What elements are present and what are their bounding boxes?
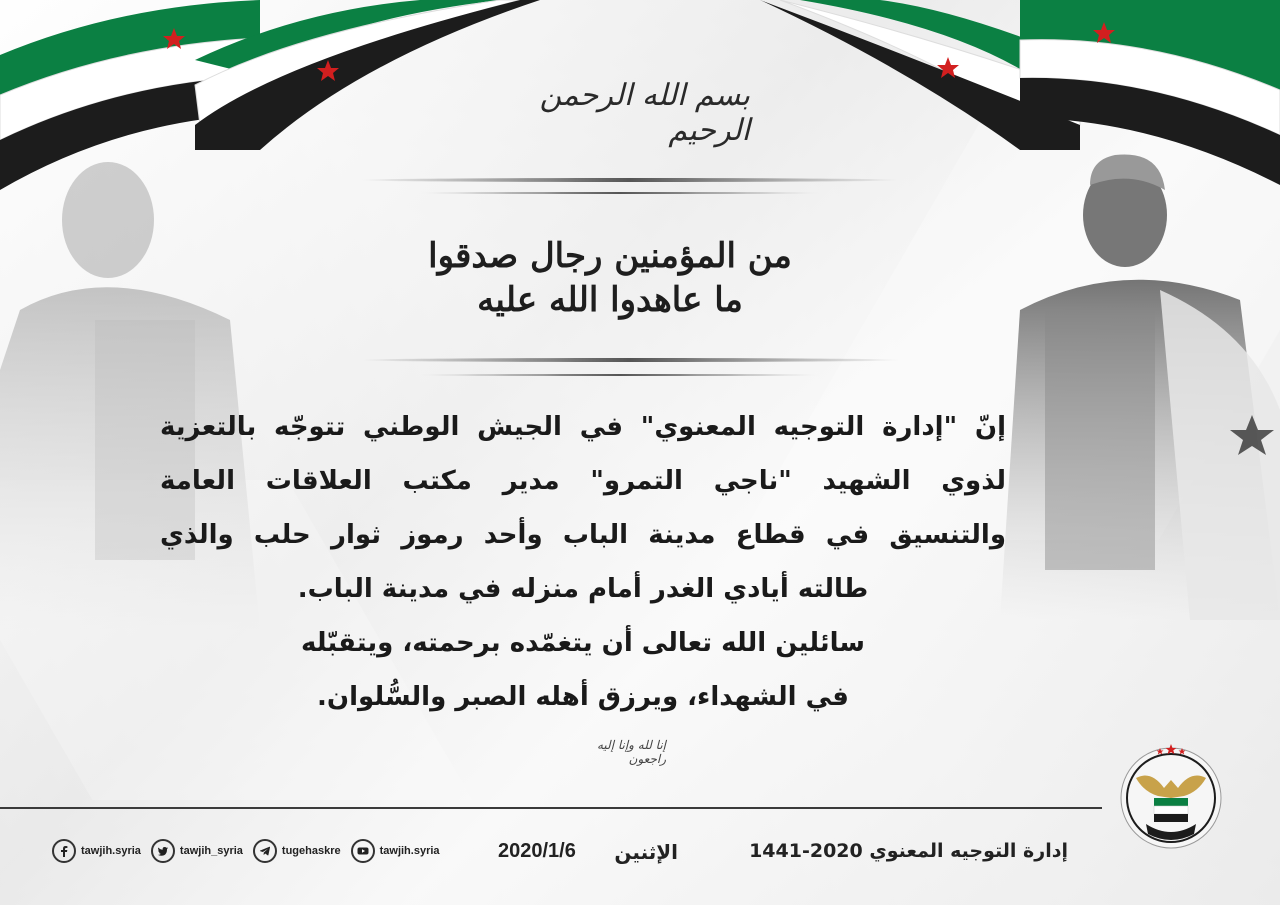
divider-top <box>360 178 900 182</box>
social-link-facebook[interactable] <box>52 839 141 863</box>
social-label: tawjih.syria <box>81 845 141 857</box>
footer-day: الإثنين <box>614 840 678 864</box>
social-label: tawjih_syria <box>179 845 243 857</box>
footer-date: 2020/1/6 <box>498 840 576 862</box>
social-link-youtube[interactable] <box>351 839 440 863</box>
moral-guidance-emblem-logo <box>1116 740 1226 850</box>
quran-verse-calligraphy: من المؤمنين رجال صدقوا ما عاهدوا الله عليه <box>428 236 792 320</box>
footer-divider <box>0 807 1102 809</box>
facebook-icon <box>52 839 76 863</box>
statement-line: لذوي الشهيد "ناجي التمرو" مدير مكتب العلاقات العامة <box>160 466 1006 496</box>
statement-line: إنّ "إدارة التوجيه المعنوي" في الجيش الوطني تتوجّه بالتعزية <box>160 412 1006 442</box>
statement-line: والتنسيق في قطاع مدينة الباب وأحد رموز ثوار حلب والذي <box>160 520 1006 550</box>
social-links <box>52 839 440 863</box>
divider-top-secondary <box>420 192 820 194</box>
footer-organization: إدارة التوجيه المعنوي 2020-1441 <box>749 840 1068 862</box>
telegram-icon <box>253 839 277 863</box>
basmala-calligraphy: بسم الله الرحمن الرحيم <box>539 78 750 148</box>
social-label: tugehaskre <box>281 845 341 857</box>
martyr-portrait-right <box>990 150 1280 620</box>
social-link-telegram[interactable] <box>253 839 341 863</box>
social-label: tawjih.syria <box>379 845 440 857</box>
youtube-icon <box>351 839 375 863</box>
social-link-twitter[interactable] <box>151 839 243 863</box>
closing-calligraphy: إنا لله وإنا إليه راجعون <box>596 738 666 766</box>
statement-line: في الشهداء، ويرزق أهله الصبر والسُّلوان. <box>317 682 849 712</box>
twitter-icon <box>151 839 175 863</box>
statement-line: طالته أيادي الغدر أمام منزله في مدينة الباب. <box>297 574 869 604</box>
statement-line: سائلين الله تعالى أن يتغمّده برحمته، ويتقبّله <box>301 628 865 658</box>
divider-bottom-secondary <box>420 374 820 376</box>
divider-bottom <box>360 358 900 362</box>
condolence-statement <box>160 400 1006 724</box>
